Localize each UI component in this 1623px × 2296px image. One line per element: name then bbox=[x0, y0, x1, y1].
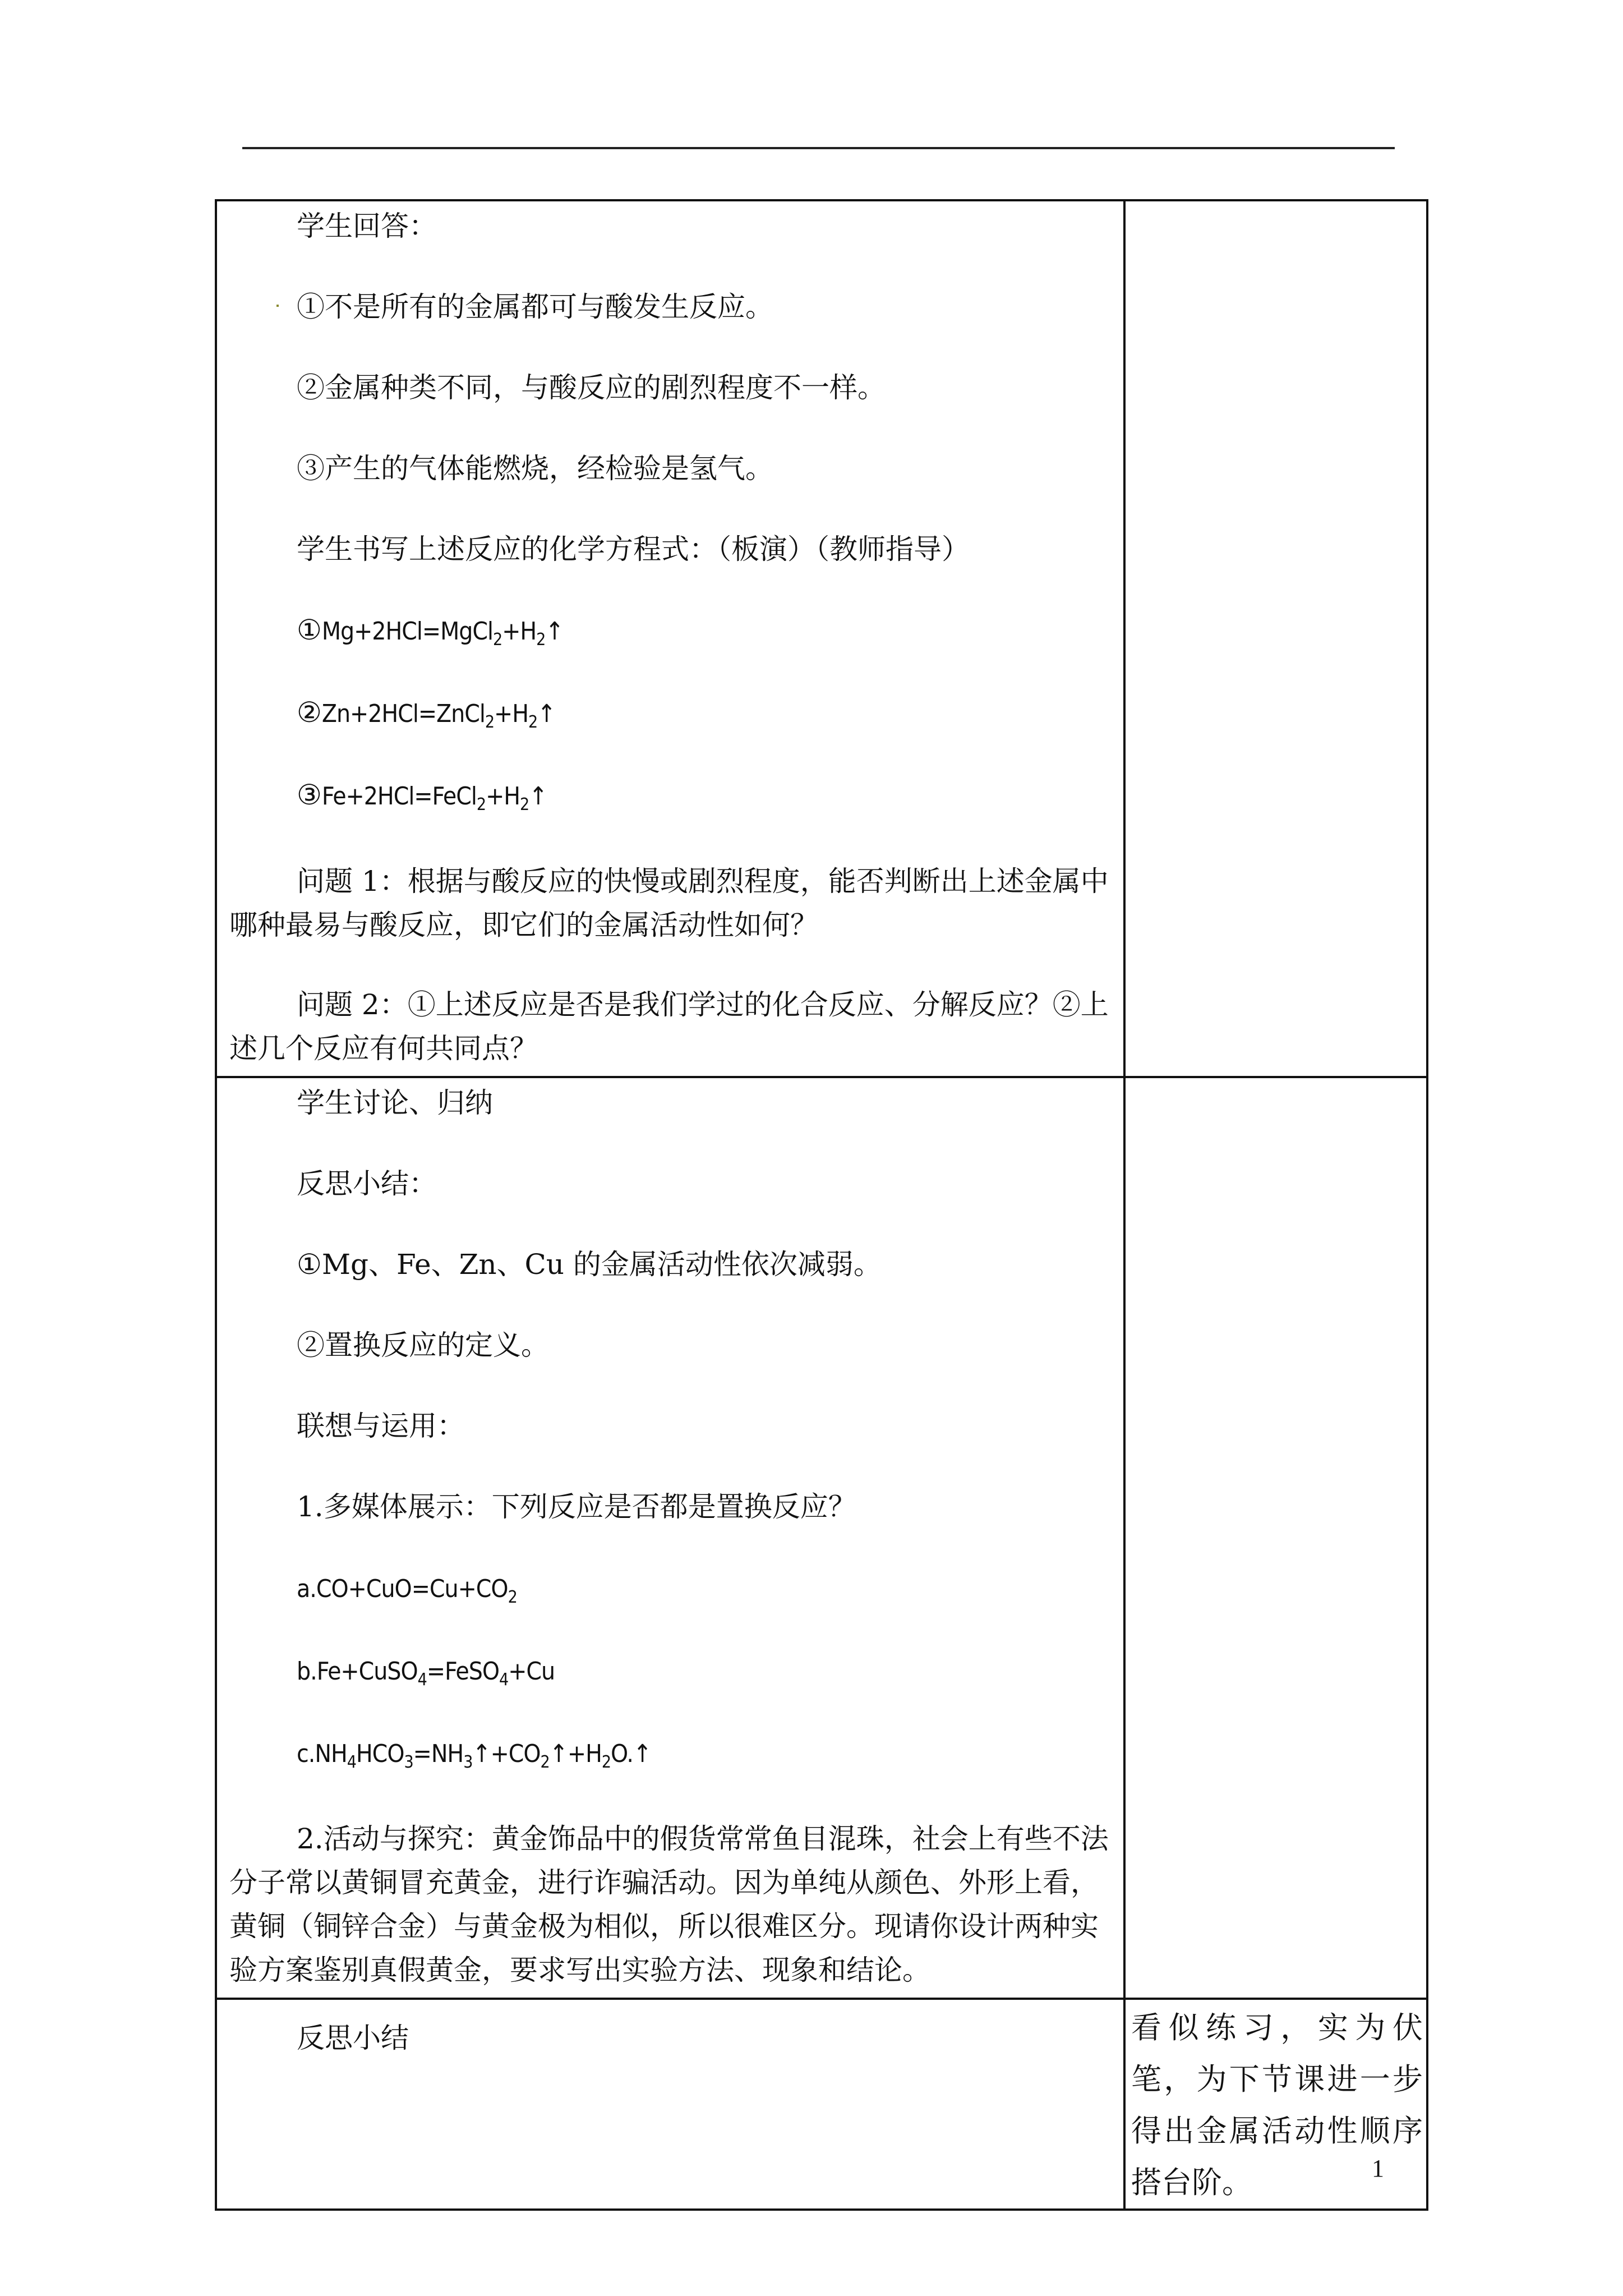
header-rule bbox=[242, 147, 1395, 149]
summary-2: ②置换反应的定义。 bbox=[297, 1329, 549, 1361]
equation-1: $①Mg+2HCl=MgCl_2+H_2↑$ bbox=[297, 614, 564, 650]
equation-2: $②Zn+2HCl=ZnCl_2+H_2↑$ bbox=[297, 696, 556, 732]
content-cell bbox=[216, 1077, 1124, 1999]
question-2: 问题 2：①上述反应是否是我们学过的化合反应、分解反应？②上述几个反应有何共同点？ bbox=[229, 988, 1109, 1065]
page-number: 1 bbox=[1372, 2155, 1384, 2182]
table-row bbox=[216, 1077, 1427, 1999]
answer-2: ②金属种类不同，与酸反应的剧烈程度不一样。 bbox=[297, 371, 886, 404]
question-1: 问题 1：根据与酸反应的快慢或剧烈程度，能否判断出上述金属中哪种最易与酸反应，即它们的金属活动性如何？ bbox=[229, 865, 1109, 941]
table-row bbox=[216, 1999, 1427, 2210]
exercise-2: 2.活动与探究：黄金饰品中的假货常常鱼目混珠，社会上有些不法分子常以黄铜冒充黄金，进行诈骗活动。因为单纯从颜色、外形上看，黄铜（铜锌合金）与黄金极为相似，所以很难区分。现请你设计两种实验方案鉴别真假黄金，要求写出实验方法、现象和结论。 bbox=[229, 1823, 1109, 1986]
note-cell-empty bbox=[1124, 1077, 1427, 1999]
reaction-b: b.Fe+CuSO$_4$=FeSO$_4$+Cu bbox=[297, 1657, 555, 1690]
content-cell bbox=[216, 200, 1124, 1077]
reaction-c: $c.NH_4HCO_3=NH_3↑+CO_2↑+H_2O.↑$ bbox=[297, 1740, 652, 1772]
note-cell-empty bbox=[1124, 200, 1427, 1077]
association-heading: 联想与运用： bbox=[297, 1410, 465, 1442]
summary-1: ①Mg、Fe、Zn、Cu 的金属活动性依次减弱。 bbox=[297, 1248, 882, 1281]
equation-intro: 学生书写上述反应的化学方程式：（板演）（教师指导） bbox=[297, 533, 970, 565]
exercise-1: 1.多媒体展示：下列反应是否都是置换反应？ bbox=[297, 1490, 856, 1523]
answer-3: ③产生的气体能燃烧，经检验是氢气。 bbox=[297, 452, 773, 485]
answer-1: ①不是所有的金属都可与酸发生反应。 bbox=[297, 291, 773, 323]
teacher-note: 看似练习，实为伏笔，为下节课进一步得出金属活动性顺序搭台阶。 bbox=[1131, 2010, 1423, 2200]
discussion-heading: 学生讨论、归纳 bbox=[297, 1087, 493, 1119]
table-row bbox=[216, 200, 1427, 1077]
lesson-table bbox=[215, 199, 1428, 2211]
student-answer-heading: 学生回答： bbox=[297, 210, 437, 242]
reflection-heading: 反思小结： bbox=[297, 1167, 437, 1200]
reaction-a: $a.CO+CuO=Cu+CO_2$ bbox=[297, 1575, 517, 1607]
content-cell bbox=[216, 1999, 1124, 2210]
reflection-summary: 反思小结 bbox=[297, 2022, 409, 2054]
equation-3: $③Fe+2HCl=FeCl_2+H_2↑$ bbox=[297, 779, 547, 815]
